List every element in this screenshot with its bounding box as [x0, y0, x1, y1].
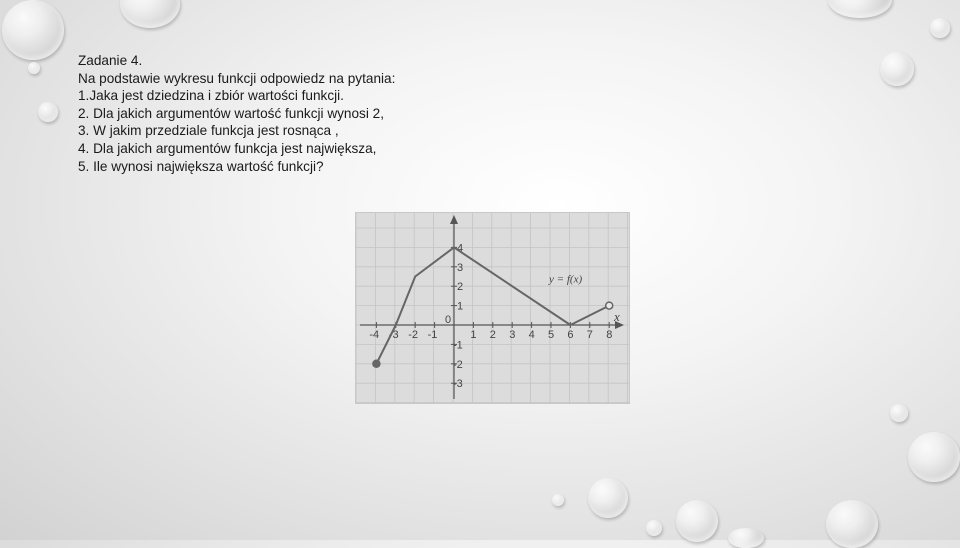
x-tick-label: 1 — [470, 329, 477, 341]
water-drop-decoration — [890, 404, 908, 422]
x-tick-label: 0 — [445, 314, 452, 326]
water-drop-decoration — [2, 0, 64, 60]
y-axis-arrow — [450, 215, 458, 224]
x-tick-label: 5 — [548, 329, 555, 341]
x-tick-label: 3 — [509, 329, 516, 341]
closed-endpoint — [373, 360, 380, 367]
y-tick-label: 4 — [457, 242, 464, 255]
water-drop-decoration — [552, 494, 564, 506]
y-tick-label: -1 — [453, 339, 463, 352]
task-text-block — [78, 52, 538, 175]
x-tick-label: 8 — [606, 329, 613, 341]
y-tick-label: -2 — [453, 358, 463, 371]
water-drop-decoration — [676, 500, 718, 542]
water-drop-decoration — [930, 18, 950, 38]
water-drop-decoration — [28, 62, 40, 74]
x-tick-label: 4 — [528, 329, 535, 341]
x-tick-label: 6 — [567, 329, 574, 341]
y-tick-label: 3 — [457, 261, 464, 274]
task-question: 3. W jakim przedziale funkcja jest rosnąca , — [78, 123, 339, 139]
water-drop-decoration — [828, 0, 892, 18]
task-question: 4. Dla jakich argumentów funkcja jest największa, — [78, 140, 377, 156]
x-tick-label: -3 — [388, 329, 399, 341]
x-axis-label: x — [614, 309, 620, 324]
task-heading: Zadanie 4. — [78, 53, 143, 68]
water-drop-decoration — [120, 0, 180, 28]
function-graph — [356, 213, 629, 403]
x-tick-label: 2 — [489, 329, 496, 341]
x-tick-label: -2 — [408, 329, 418, 341]
water-drop-decoration — [908, 432, 960, 482]
task-intro: Na podstawie wykresu funkcji odpowiedz na pytania: — [78, 70, 396, 86]
y-tick-label: 1 — [457, 300, 464, 313]
y-tick-label: -3 — [453, 378, 463, 391]
task-question: 5. Ile wynosi największa wartość funkcji? — [78, 158, 324, 174]
water-drop-decoration — [646, 520, 662, 536]
function-graph-image — [355, 212, 630, 404]
water-drop-decoration — [826, 500, 878, 548]
water-drop-decoration — [588, 478, 628, 518]
water-drop-decoration — [880, 52, 914, 86]
x-tick-label: -1 — [427, 329, 438, 341]
task-question: 2. Dla jakich argumentów wartość funkcji wynosi 2, — [78, 105, 384, 121]
water-drop-decoration — [728, 528, 764, 548]
function-label: y = f(x) — [549, 273, 583, 286]
task-question: 1.Jaka jest dziedzina i zbiór wartości funkcji. — [78, 88, 344, 104]
x-tick-label: 7 — [586, 329, 593, 341]
x-tick-label: -4 — [369, 329, 380, 341]
open-endpoint — [606, 302, 613, 309]
water-drop-decoration — [38, 102, 58, 122]
y-tick-label: 2 — [457, 281, 464, 294]
